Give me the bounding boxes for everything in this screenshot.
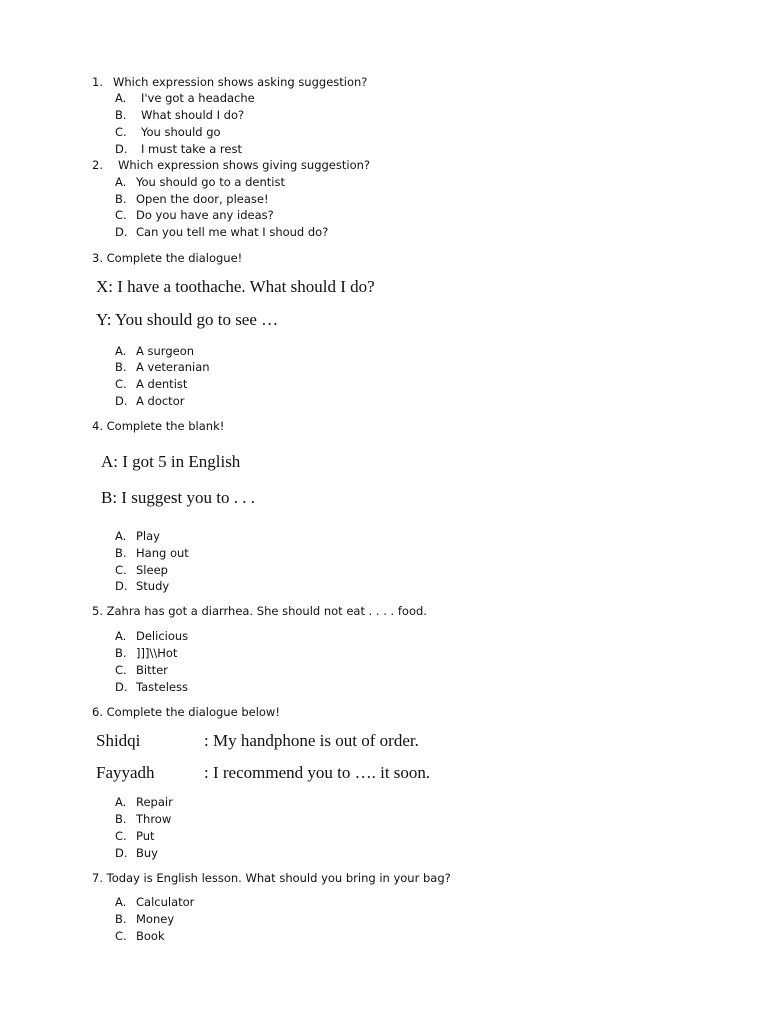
q7-option-a-letter: A.: [115, 895, 127, 909]
q2-option-a-letter: A.: [115, 175, 127, 189]
q4-dialogue-line-b: B: I suggest you to . . .: [101, 488, 255, 507]
q4-option-a-text: Play: [136, 529, 160, 543]
q6-option-b-letter: B.: [115, 812, 127, 826]
q3-dialogue-line-x: X: I have a toothache. What should I do?: [96, 277, 375, 296]
q3-option-b-text: A veteranian: [136, 360, 210, 374]
q6-speaker-1-name: Shidqi: [96, 731, 141, 750]
q3-option-d-text: A doctor: [136, 394, 185, 408]
q5-option-d-letter: D.: [115, 680, 128, 694]
q5-option-b-text: ]]]\\Hot: [136, 646, 178, 660]
q5-option-c-letter: C.: [115, 663, 127, 677]
q4-option-c-letter: C.: [115, 563, 127, 577]
q2-option-c-letter: C.: [115, 208, 127, 222]
q7-option-b-text: Money: [136, 912, 175, 926]
q3-option-a-letter: A.: [115, 344, 127, 358]
q5-option-d-text: Tasteless: [136, 680, 188, 694]
q1-option-d-text: I must take a rest: [141, 142, 242, 156]
q1-option-c-letter: C.: [115, 125, 127, 139]
q6-option-a-letter: A.: [115, 795, 127, 809]
q6-speaker-1-line: : My handphone is out of order.: [204, 731, 419, 750]
q2-option-b-letter: B.: [115, 192, 127, 206]
question-6-text: 6. Complete the dialogue below!: [92, 705, 280, 719]
question-1-number: 1.: [92, 75, 103, 89]
q1-option-b-text: What should I do?: [141, 108, 245, 122]
q2-option-a-text: You should go to a dentist: [136, 175, 285, 189]
q3-dialogue-line-y: Y: You should go to see …: [96, 310, 279, 329]
q6-option-c-text: Put: [136, 829, 155, 843]
question-2-number: 2.: [92, 158, 103, 172]
q4-option-c-text: Sleep: [136, 563, 168, 577]
q3-option-d-letter: D.: [115, 394, 128, 408]
question-1-text: Which expression shows asking suggestion?: [113, 75, 368, 89]
q4-option-b-letter: B.: [115, 546, 127, 560]
q6-speaker-2-name: Fayyadh: [96, 763, 155, 782]
q2-option-d-text: Can you tell me what I shoud do?: [136, 225, 329, 239]
q5-option-a-text: Delicious: [136, 629, 189, 643]
q6-option-a-text: Repair: [136, 795, 173, 809]
q7-option-a-text: Calculator: [136, 895, 195, 909]
q3-option-c-letter: C.: [115, 377, 127, 391]
q3-option-b-letter: B.: [115, 360, 127, 374]
q4-option-b-text: Hang out: [136, 546, 189, 560]
q2-option-c-text: Do you have any ideas?: [136, 208, 274, 222]
q7-option-c-text: Book: [136, 929, 165, 943]
q3-option-a-text: A surgeon: [136, 344, 195, 358]
q6-option-d-text: Buy: [136, 846, 158, 860]
q1-option-d-letter: D.: [115, 142, 128, 156]
q1-option-a-text: I've got a headache: [141, 91, 255, 105]
q6-option-d-letter: D.: [115, 846, 128, 860]
q4-option-d-text: Study: [136, 579, 170, 593]
q6-option-b-text: Throw: [136, 812, 172, 826]
q7-option-c-letter: C.: [115, 929, 127, 943]
q1-option-a-letter: A.: [115, 91, 127, 105]
question-3-text: 3. Complete the dialogue!: [92, 251, 243, 265]
q1-option-b-letter: B.: [115, 108, 127, 122]
q5-option-c-text: Bitter: [136, 663, 168, 677]
question-4-text: 4. Complete the blank!: [92, 419, 225, 433]
q7-option-b-letter: B.: [115, 912, 127, 926]
q3-option-c-text: A dentist: [136, 377, 188, 391]
question-7-text: 7. Today is English lesson. What should you bring in your bag?: [92, 871, 451, 885]
q2-option-d-letter: D.: [115, 225, 128, 239]
question-2-text: Which expression shows giving suggestion?: [118, 158, 370, 172]
q5-option-a-letter: A.: [115, 629, 127, 643]
q4-option-a-letter: A.: [115, 529, 127, 543]
q6-option-c-letter: C.: [115, 829, 127, 843]
q2-option-b-text: Open the door, please!: [136, 192, 269, 206]
question-5-text: 5. Zahra has got a diarrhea. She should not eat . . . . food.: [92, 604, 427, 618]
q5-option-b-letter: B.: [115, 646, 127, 660]
q1-option-c-text: You should go: [141, 125, 221, 139]
q4-dialogue-line-a: A: I got 5 in English: [101, 452, 241, 471]
q4-option-d-letter: D.: [115, 579, 128, 593]
q6-speaker-2-line: : I recommend you to …. it soon.: [204, 763, 431, 782]
